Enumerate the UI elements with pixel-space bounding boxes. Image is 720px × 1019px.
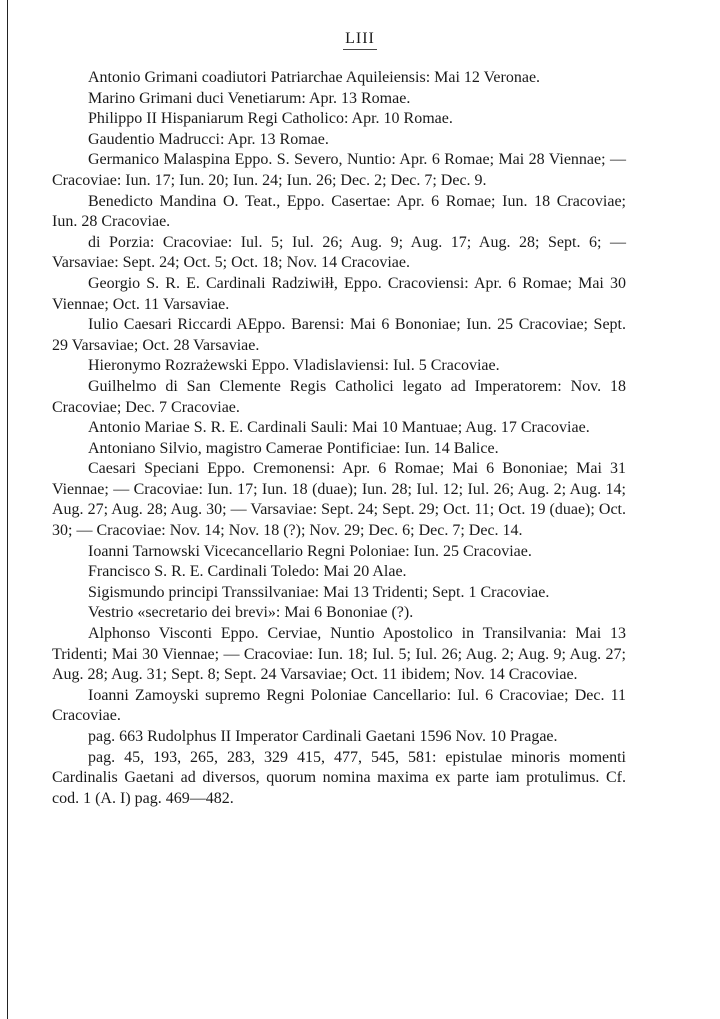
index-entry: Vestrio «secretario dei brevi»: Mai 6 Bononiae (?). [88,604,414,622]
page-edge-line [0,0,8,1019]
index-entry: Antonio Mariae S. R. E. Cardinali Sauli: Mai 10 Mantuae; Aug. 17 Cracoviae. [88,419,590,437]
index-entry: Francisco S. R. E. Cardinali Toledo: Mai 20 Alae. [88,563,407,581]
page-header [0,30,720,50]
index-entry: Ioanni Zamoyski supremo Regni Poloniae Cancellario: Iul. 6 Cracoviae; Dec. 11 Cracoviae. [52,686,626,725]
index-entry: Gaudentio Madrucci: Apr. 13 Romae. [88,130,329,148]
index-entry: Marino Grimani duci Venetiarum: Apr. 13 Romae. [88,89,411,107]
index-entry: pag. 45, 193, 265, 283, 329 415, 477, 545, 581: epistulae minoris momenti Cardinalis Gaetani ad diversos, quorum nomina maxima ex parte iam protulimus. Cf. cod. 1 (A. I) pag. 469—482. [52,748,626,807]
letter-index-list [52,68,626,809]
index-entry: Alphonso Visconti Eppo. Cerviae, Nuntio Apostolico in Transilvania: Mai 13 Tridenti; Mai 30 Viennae; — Cracoviae: Iun. 18; Iul. 5; Iul. 26; Aug. 2; Aug. 9; Aug. 27; Aug. 28; Aug. 31; Sept. 8; Sept. 24 Varsaviae; Oct. 11 ibidem; Nov. 14 Cracoviae. [52,625,626,684]
index-entry: Sigismundo principi Transsilvaniae: Mai 13 Tridenti; Sept. 1 Cracoviae. [88,583,550,601]
index-entry: Hieronymo Rozrażewski Eppo. Vladislaviensi: Iul. 5 Cracoviae. [88,357,500,375]
index-entry: pag. 663 Rudolphus II Imperator Cardinali Gaetani 1596 Nov. 10 Pragae. [88,728,558,745]
page-number: LIII [343,30,377,50]
index-entry: di Porzia: Cracoviae: Iul. 5; Iul. 26; Aug. 9; Aug. 17; Aug. 28; Sept. 6; — Varsaviae: Sept. 24; Oct. 5; Oct. 18; Nov. 14 Cracoviae. [52,233,626,272]
index-entry: Caesari Speciani Eppo. Cremonensi: Apr. 6 Romae; Mai 6 Bononiae; Mai 31 Viennae; — Cracoviae: Iun. 17; Iun. 18 (duae); Iun. 28; Iul. 12; Iul. 26; Aug. 2; Aug. 14; Aug. 27; Aug. 28; Aug. 30; — Varsaviae: Sept. 24; Sept. 29; Oct. 11; Oct. 19 (duae); Oct. 30; — Cracoviae: Nov. 14; Nov. 18 (?); Nov. 29; Dec. 6; Dec. 7; Dec. 14. [52,460,626,540]
index-entry: Iulio Caesari Riccardi AEppo. Barensi: Mai 6 Bononiae; Iun. 25 Cracoviae; Sept. 29 Varsaviae; Oct. 28 Varsaviae. [52,316,626,354]
index-entry: Georgio S. R. E. Cardinali Radziwiłł, Eppo. Cracoviensi: Apr. 6 Romae; Mai 30 Viennae; Oct. 11 Varsaviae. [52,274,626,313]
index-entry: Antoniano Silvio, magistro Camerae Pontificiae: Iun. 14 Balice. [88,439,499,457]
index-entry: Germanico Malaspina Eppo. S. Severo, Nuntio: Apr. 6 Romae; Mai 28 Viennae; — Cracoviae: Iun. 17; Iun. 20; Iun. 24; Iun. 26; Dec. 2; Dec. 7; Dec. 9. [52,151,626,189]
index-entry: Guilhelmo di San Clemente Regis Catholici legato ad Imperatorem: Nov. 18 Cracoviae; Dec. 7 Cracoviae. [52,377,626,416]
index-entry: Ioanni Tarnowski Vicecancellario Regni Poloniae: Iun. 25 Cracoviae. [88,542,532,560]
index-entry: Antonio Grimani coadiutori Patriarchae Aquileiensis: Mai 12 Veronae. [88,69,541,86]
index-entry: Benedicto Mandina O. Teat., Eppo. Casertae: Apr. 6 Romae; Iun. 18 Cracoviae; Iun. 28 Cracoviae. [52,192,626,231]
index-entry: Philippo II Hispaniarum Regi Catholico: Apr. 10 Romae. [88,110,453,128]
